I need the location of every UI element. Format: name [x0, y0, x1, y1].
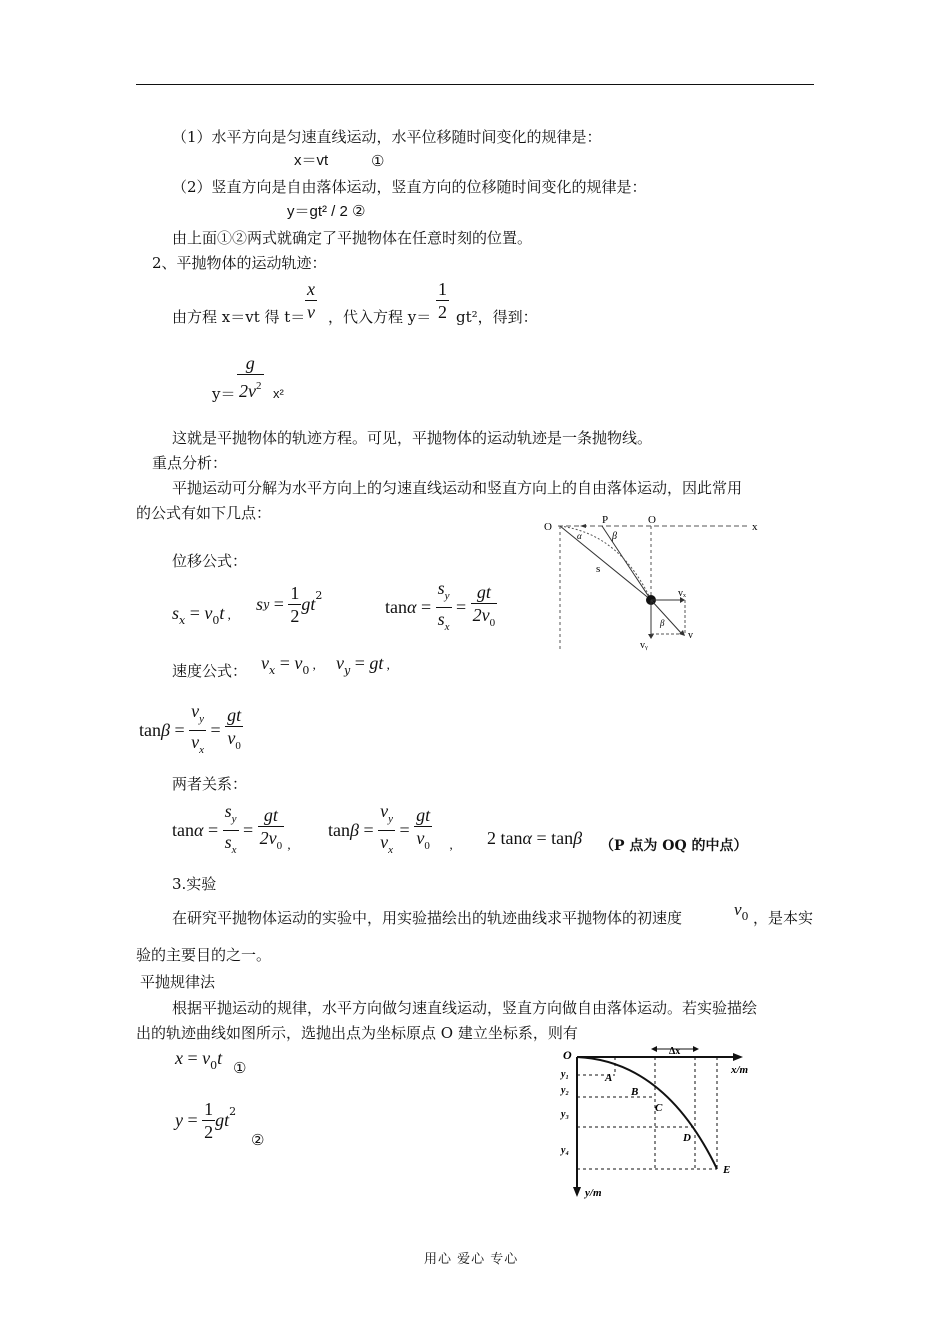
- label-vx: vₓ: [678, 588, 686, 599]
- relation-tan-beta: tanβ = $\frac{v_y}{v_x}$ = $\frac{gt}{v_0}$ $_,$: [328, 801, 453, 856]
- trajectory-x2: x²: [273, 386, 284, 401]
- section-heading-method: 平抛规律法: [140, 973, 216, 991]
- equation-number: ①: [371, 152, 385, 170]
- formula-vx: $v_x = v_0$ ,: [261, 653, 316, 677]
- formula-y-half-gt2: y = $\frac{1}{2}$ $gt^2$: [175, 1099, 237, 1142]
- label-xm: x/m: [731, 1064, 749, 1076]
- formula-tan-beta: tanβ = $\frac{v_y}{v_x}$ = $\frac{gt}{v_0}$: [139, 701, 242, 756]
- velocity-title: 速度公式：: [172, 662, 248, 680]
- label-beta: β: [612, 531, 617, 542]
- relation-title: 两者关系：: [172, 775, 248, 793]
- label-c: C: [655, 1102, 663, 1114]
- label-x: x: [752, 521, 758, 533]
- text-line-vertical: （2）竖直方向是自由落体运动，竖直方向的位移随时间变化的规律是：: [172, 178, 647, 196]
- relation-note: （P 点为 OQ 的中点）: [600, 838, 748, 854]
- formula-sy: sy = $\frac{1}{2}$ $gt^2$: [256, 583, 323, 626]
- relation-2tan: 2 tanα = tanβ: [487, 828, 583, 848]
- label-s: s: [596, 563, 601, 575]
- label-dx: Δx: [669, 1046, 681, 1057]
- equation-y-gt2: y＝gt² / 2 ②: [287, 203, 366, 220]
- label-y1: y₁: [561, 1069, 569, 1080]
- grid-lines: [577, 1057, 717, 1169]
- text-line-horizontal: （1）水平方向是匀速直线运动，水平位移随时间变化的规律是：: [172, 128, 602, 146]
- velocity-extension-line: [602, 526, 651, 600]
- label-a: A: [605, 1072, 613, 1084]
- equation-number-2: ②: [251, 1131, 265, 1149]
- label-beta2: β: [660, 618, 665, 628]
- formula-x-v0t: $x = v_0t$: [175, 1048, 223, 1072]
- fraction-x-over-v: $\frac{x}{v}$: [307, 279, 315, 322]
- trajectory-curve: [577, 1057, 717, 1169]
- fraction-one-half: $\frac{1}{2}$: [438, 279, 447, 322]
- text-line-derive-a: 由方程 x＝vt 得 t＝: [172, 308, 306, 326]
- formula-tan-alpha: tanα = $\frac{s_y}{s_x}$ = $\frac{gt}{2v_0}$: [385, 578, 496, 633]
- equation-x-vt: x＝vt: [294, 152, 329, 169]
- label-alpha: α: [577, 531, 582, 541]
- formula-sx: $s_x = v_0t$ ,: [172, 603, 231, 627]
- label-vy: vᵧ: [640, 640, 648, 651]
- equation-number-1: ①: [233, 1059, 247, 1077]
- label-o2: O: [648, 514, 656, 526]
- displacement-title: 位移公式：: [172, 552, 248, 570]
- symbol-v0: $v_0$: [734, 900, 749, 923]
- section-heading-experiment: 3.实验: [172, 875, 217, 893]
- text-line-decompose-a: 平抛运动可分解为水平方向上的匀速直线运动和竖直方向上的自由落体运动，因此常用: [172, 479, 743, 497]
- text-line-derive-b: ，代入方程 y＝: [328, 308, 432, 326]
- text-line-decompose-b: 的公式有如下几点：: [136, 504, 272, 522]
- text-line-experiment-a: 在研究平抛物体运动的实验中，用实验描绘出的轨迹曲线求平抛物体的初速度: [172, 909, 683, 927]
- label-v: v: [688, 630, 693, 641]
- label-b: B: [631, 1086, 639, 1098]
- footer-text: 用心 爱心 专心: [424, 1252, 519, 1267]
- formula-vy: $v_y$ = gt ,: [336, 653, 390, 677]
- label-e: E: [723, 1164, 731, 1176]
- text-line-derive-c: gt²，得到：: [456, 308, 538, 326]
- label-d: D: [683, 1132, 691, 1144]
- projectile-diagram: [540, 514, 770, 654]
- text-line-experiment-b: 验的主要目的之一。: [136, 946, 272, 964]
- label-y4: y₄: [561, 1145, 569, 1156]
- label-p: P: [602, 514, 609, 526]
- label-o: O: [563, 1048, 572, 1062]
- text-line-experiment-a-end: ，是本实: [753, 909, 814, 927]
- header-rule: [136, 84, 814, 85]
- displacement-line: [560, 526, 651, 600]
- text-line-method-a: 根据平抛运动的规律，水平方向做匀速直线运动，竖直方向做自由落体运动。若实验描绘: [172, 999, 758, 1017]
- trajectory-fraction: $\frac{g}{2v^2}$: [239, 353, 262, 401]
- label-y2: y₂: [561, 1085, 569, 1096]
- label-y3: y₃: [561, 1109, 569, 1120]
- v-vector: [651, 600, 682, 634]
- relation-tan-alpha: tanα = $\frac{s_y}{s_x}$ = $\frac{gt}{2v_0}$ $_,$: [172, 801, 291, 856]
- text-line-position: 由上面①②两式就确定了平抛物体在任意时刻的位置。: [172, 229, 533, 247]
- label-ym: y/m: [585, 1187, 602, 1199]
- trajectory-y: y＝: [212, 385, 236, 403]
- section-heading-key: 重点分析：: [152, 454, 228, 472]
- text-line-method-b: 出的轨迹曲线如图所示，选抛出点为坐标原点 O 建立坐标系，则有: [136, 1024, 578, 1042]
- label-o1: O: [544, 521, 552, 533]
- section-heading-trajectory: 2、平抛物体的运动轨迹：: [152, 254, 327, 272]
- experiment-diagram: [555, 1045, 790, 1200]
- text-line-parabola: 这就是平抛物体的轨迹方程。可见，平抛物体的运动轨迹是一条抛物线。: [172, 429, 653, 447]
